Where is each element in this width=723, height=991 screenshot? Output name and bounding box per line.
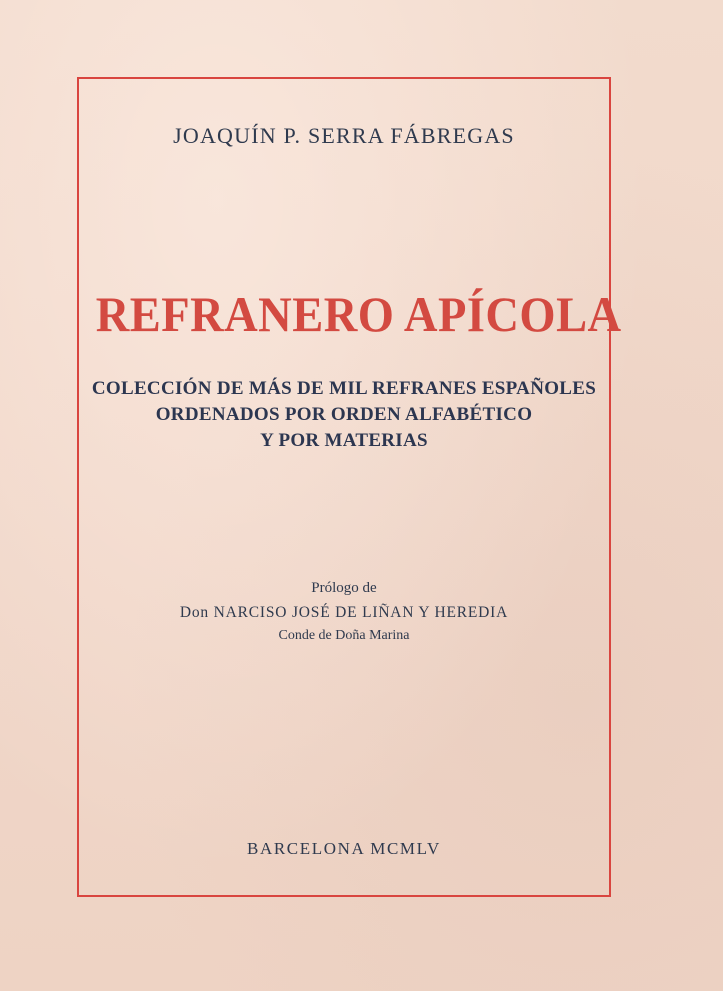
subtitle-line-3: Y POR MATERIAS [260,430,428,451]
prologue-author-title: Conde de Doña Marina [278,628,410,643]
red-border-frame [77,77,622,897]
imprint: BARCELONA MCMLV [247,839,441,858]
prologue-label: Prólogo de [311,580,377,596]
subtitle-line-1: COLECCIÓN DE MÁS DE MIL REFRANES ESPAÑOLES [91,378,597,399]
prologue-author: Don NARCISO JOSÉ DE LIÑAN Y HEREDIA [179,604,509,621]
book-title: REFRANERO APÍCOLA [95,286,622,342]
subtitle-line-2: ORDENADOS POR ORDEN ALFABÉTICO [155,404,533,425]
book-subtitle [77,376,611,454]
author-name: JOAQUÍN P. SERRA FÁBREGAS [173,123,515,148]
